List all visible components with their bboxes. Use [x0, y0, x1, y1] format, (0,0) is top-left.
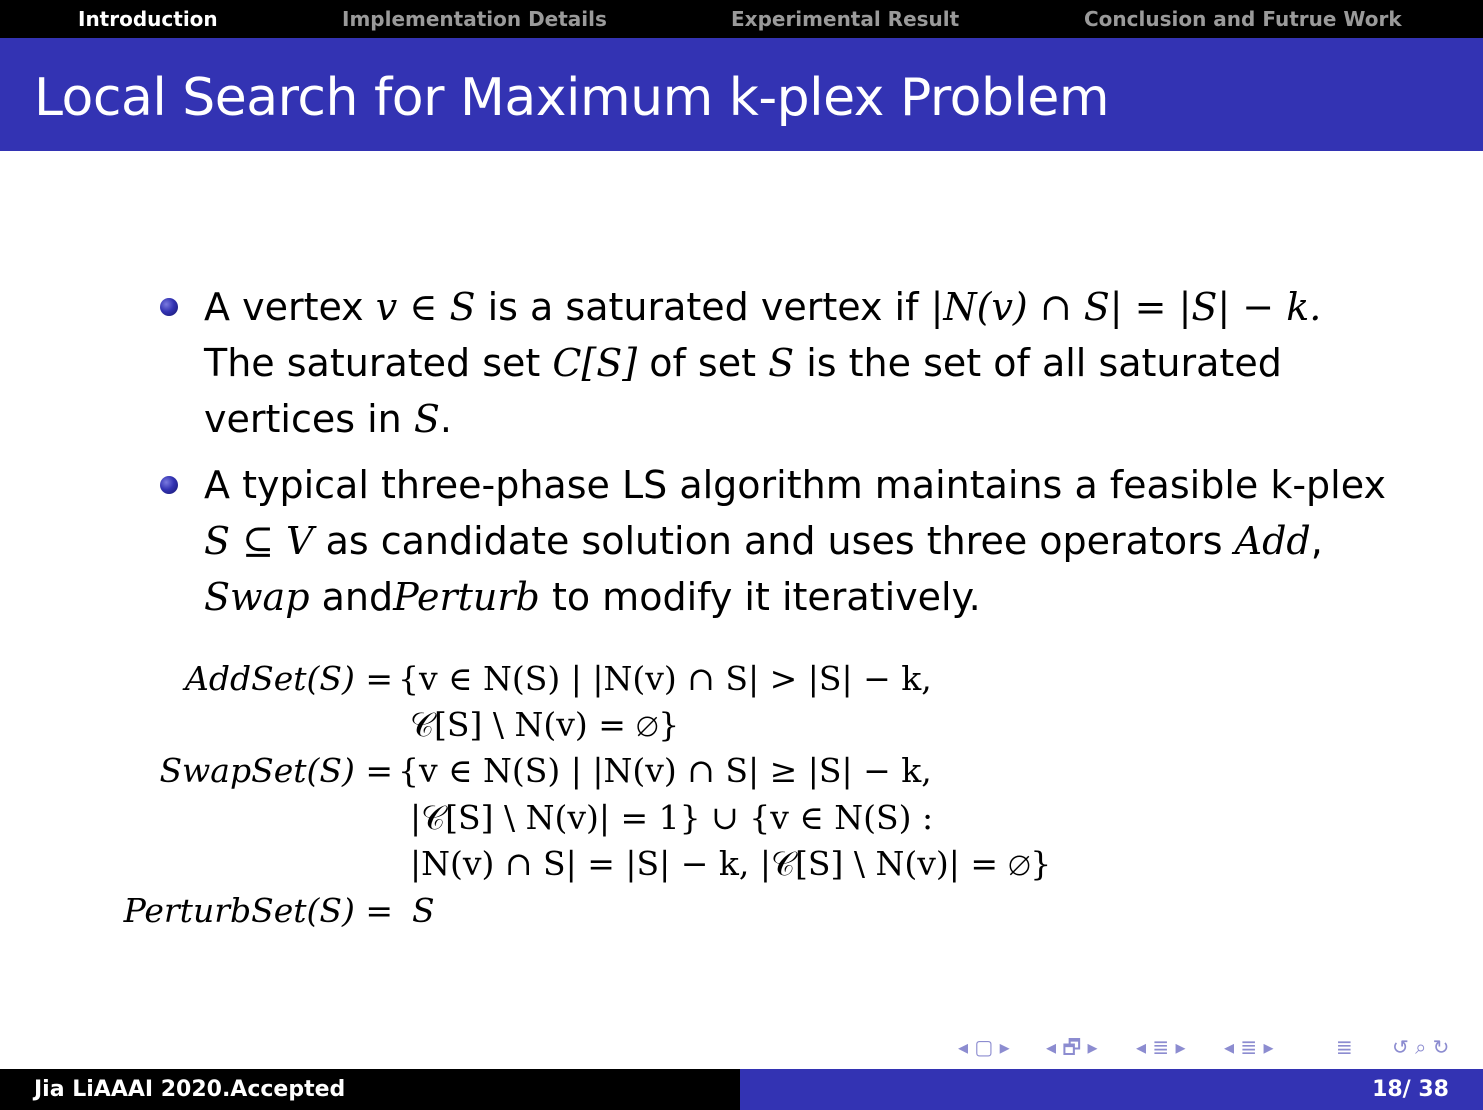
top-navigation	[0, 0, 1483, 38]
bullet-line	[204, 457, 1404, 513]
search-nav-icon[interactable]: ↺ ⌕ ↻	[1392, 1035, 1450, 1059]
bullet-dot	[160, 298, 178, 316]
bullet-line	[204, 513, 1404, 569]
swapset-rhs-line2: |𝒞[S] \ N(v)| = 1} ∪ {v ∈ N(S) :	[410, 798, 934, 837]
text: vertices in	[204, 397, 414, 441]
text: as candidate solution and uses three operators	[313, 519, 1235, 563]
swapset-lhs: SwapSet(S) =	[159, 751, 393, 790]
slide-title: Local Search for Maximum k-plex Problem	[34, 68, 1110, 128]
math: |N(v) ∩ S| = |S| − k.	[930, 285, 1322, 329]
math: S ⊆ V	[204, 519, 314, 563]
bullet-saturated-vertex	[204, 279, 1404, 447]
section-nav-icon[interactable]: ◂ ≣ ▸	[1136, 1035, 1186, 1059]
nav-implementation-details[interactable]: Implementation Details	[342, 7, 607, 31]
math: C[S]	[552, 341, 638, 385]
nav-conclusion[interactable]: Conclusion and Futrue Work	[1084, 7, 1402, 31]
frame-nav-icon[interactable]: ◂ ▢ ▸	[958, 1035, 1010, 1059]
bullet-line	[204, 569, 1404, 625]
swapset-rhs-line1: {v ∈ N(S) | |N(v) ∩ S| ≥ |S| − k,	[398, 751, 932, 790]
text: of set	[637, 341, 769, 385]
bullet-dot	[160, 476, 178, 494]
swapset-rhs-line3: |N(v) ∩ S| = |S| − k, |𝒞[S] \ N(v)| = ∅}	[410, 844, 1052, 883]
footer-left	[0, 1069, 740, 1110]
bullet-line	[204, 335, 1404, 391]
section2-nav-icon[interactable]: ◂ ≣ ▸	[1224, 1035, 1274, 1059]
align-nav-icon[interactable]: ≣	[1336, 1035, 1353, 1059]
text: A typical three-phase LS algorithm maintains a feasible k-plex	[204, 463, 1386, 507]
bullet-line	[204, 279, 1404, 335]
perturbset-rhs: S	[412, 891, 435, 930]
text: ,	[1310, 519, 1323, 563]
math: Add	[1234, 519, 1311, 563]
subsection-nav-icon[interactable]: ◂ 🗗 ▸	[1046, 1035, 1098, 1059]
text: A vertex	[204, 285, 376, 329]
page-number: 18/ 38	[1372, 1077, 1449, 1102]
text: and	[309, 575, 394, 619]
math: S	[768, 341, 795, 385]
footer-right	[740, 1069, 1483, 1110]
text: .	[439, 397, 452, 441]
bullet-three-phase-ls	[204, 457, 1404, 625]
addset-rhs-line1: {v ∈ N(S) | |N(v) ∩ S| > |S| − k,	[398, 659, 932, 698]
text: is the set of all saturated	[794, 341, 1282, 385]
math: Swap	[204, 575, 310, 619]
footer-author: Jia LiAAAI 2020.Accepted	[34, 1077, 346, 1102]
nav-introduction[interactable]: Introduction	[78, 7, 218, 31]
title-bar	[0, 38, 1483, 151]
math: Perturb	[393, 575, 540, 619]
nav-experimental-result[interactable]: Experimental Result	[731, 7, 960, 31]
math: v ∈ S	[375, 285, 476, 329]
slide-content	[0, 151, 1483, 1031]
addset-rhs-line2: 𝒞[S] \ N(v) = ∅}	[410, 705, 680, 744]
addset-lhs: AddSet(S) =	[185, 659, 393, 698]
text: is a saturated vertex if	[475, 285, 931, 329]
text: to modify it iteratively.	[539, 575, 981, 619]
perturbset-lhs: PerturbSet(S) =	[123, 891, 393, 930]
text: The saturated set	[204, 341, 553, 385]
bullet-line	[204, 391, 1404, 447]
math: S	[413, 397, 440, 441]
